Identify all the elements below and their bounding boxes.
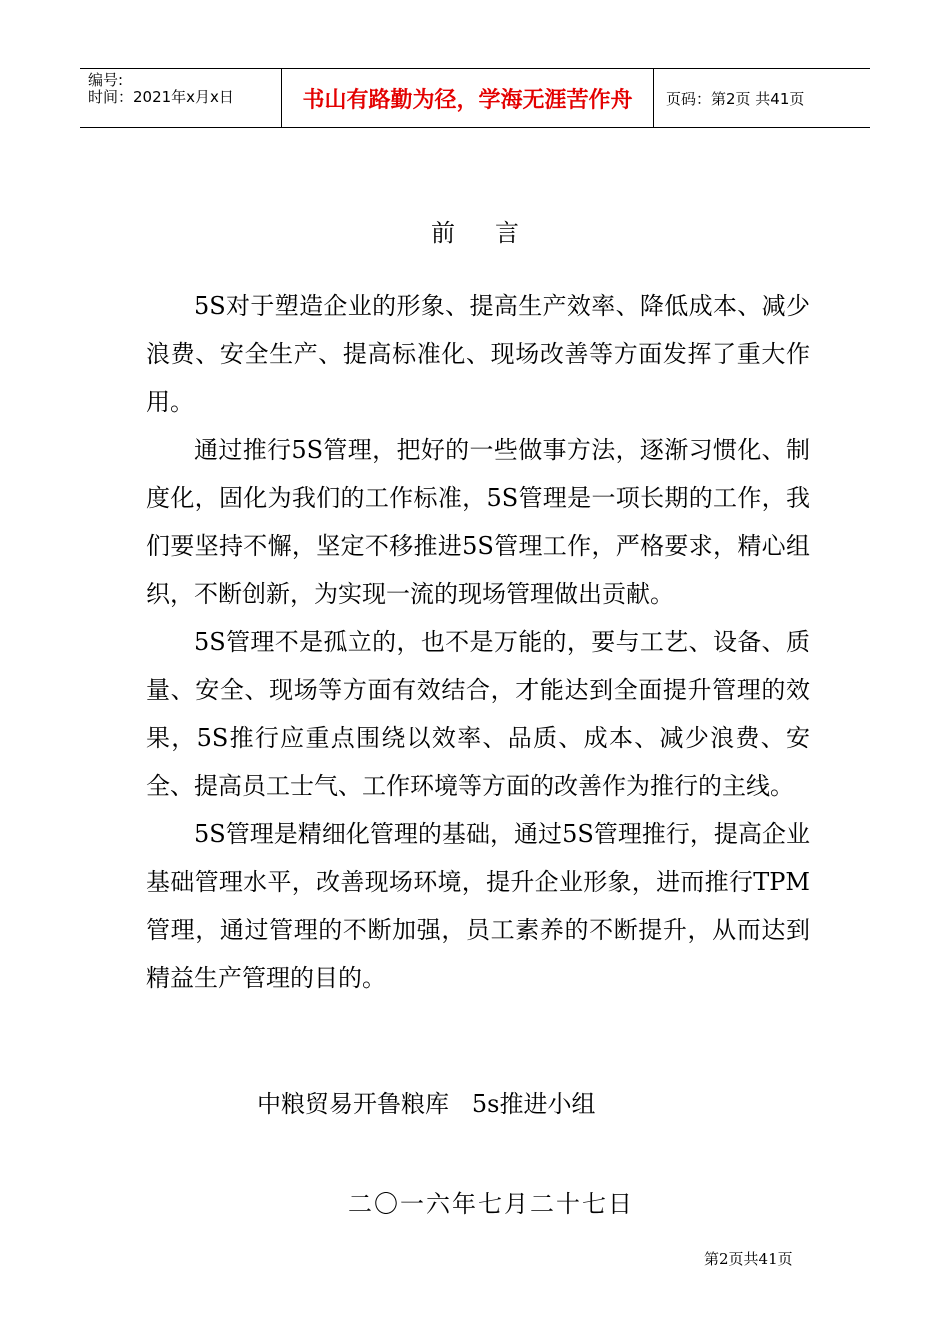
header-page-label: 页码：第2页 共41页 bbox=[666, 89, 805, 108]
paragraph-2: 通过推行5S管理，把好的一些做事方法，逐渐习惯化、制度化，固化为我们的工作标准，5S管理是一项长期的工作，我们要坚持不懈，坚定不移推进5S管理工作，严格要求，精心组织，不断创新，为实现一流的现场管理做出贡献。 bbox=[146, 436, 810, 608]
document-body bbox=[146, 282, 810, 1002]
footer-page-info: 第2页共41页 bbox=[704, 1250, 793, 1268]
header-meta bbox=[80, 69, 282, 127]
paragraph-4: 5S管理是精细化管理的基础，通过5S管理推行，提高企业基础管理水平，改善现场环境，提升企业形象，进而推行TPM管理，通过管理的不断加强，员工素养的不断提升，从而达到精益生产管理的目的。 bbox=[146, 820, 810, 992]
number-label: 编号: bbox=[88, 71, 124, 89]
document-date: 二〇一六年七月二十七日 bbox=[348, 1190, 634, 1218]
page-header bbox=[80, 68, 870, 128]
paragraph-1: 5S对于塑造企业的形象、提高生产效率、降低成本、减少浪费、安全生产、提高标准化、现场改善等方面发挥了重大作用。 bbox=[146, 292, 810, 416]
time-label: 时间：2021年x月x日 bbox=[88, 88, 234, 106]
paragraph-3: 5S管理不是孤立的，也不是万能的，要与工艺、设备、质量、安全、现场等方面有效结合，才能达到全面提升管理的效果，5S推行应重点围绕以效率、品质、成本、减少浪费、安全、提高员工士气、工作环境等方面的改善作为推行的主线。 bbox=[146, 628, 810, 800]
header-motto: 书山有路勤为径，学海无涯苦作舟 bbox=[282, 69, 654, 127]
signature: 中粮贸易开鲁粮库 5s推进小组 bbox=[257, 1090, 596, 1118]
document-title: 前言 bbox=[431, 219, 559, 247]
